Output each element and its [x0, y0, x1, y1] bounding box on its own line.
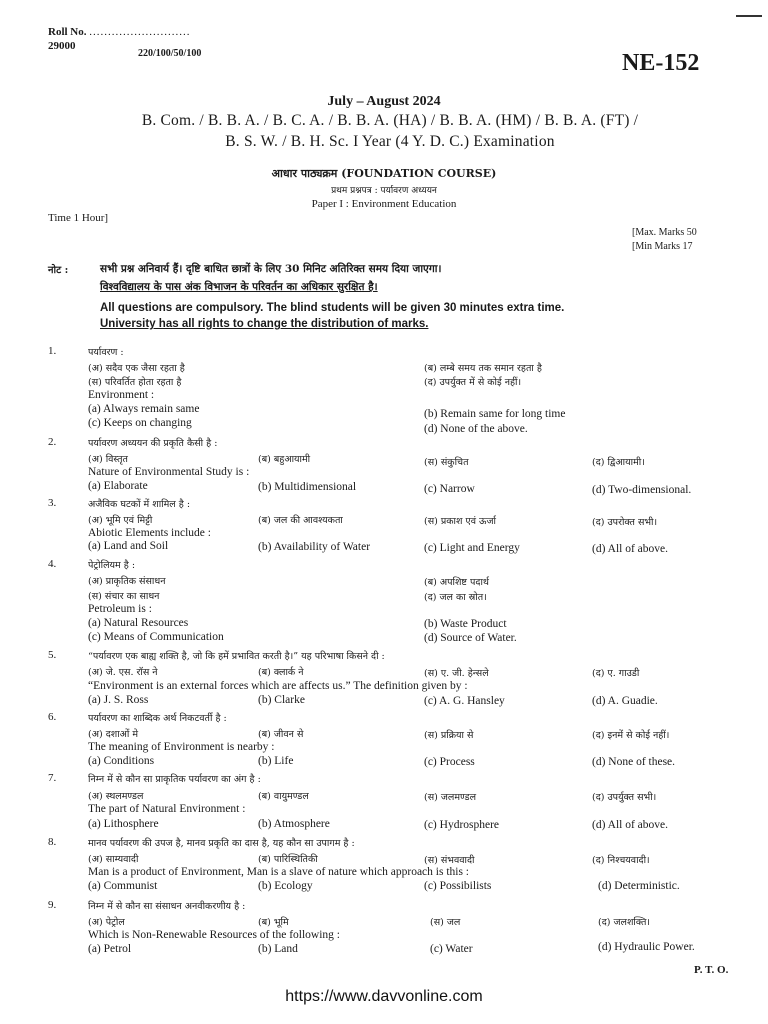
option-english: (c) Water — [430, 943, 473, 955]
question-text-hindi: निम्न में से कौन सा संसाधन अनवीकरणीय है : — [88, 901, 246, 912]
option-english: (b) Multidimensional — [258, 481, 357, 493]
option-english: (c) Keeps on changing — [88, 417, 192, 429]
question-number: 5. — [48, 649, 57, 661]
roll-number-blank: ........................... — [89, 26, 191, 38]
option-english: (c) Process — [424, 756, 475, 768]
question-text-english: The part of Natural Environment : — [88, 803, 246, 815]
option-hindi: (ब) जीवन से — [258, 729, 304, 740]
option-hindi: (अ) भूमि एवं मिट्टी — [88, 515, 153, 526]
question-text-hindi: मानव पर्यावरण की उपज है, मानव प्रकृति का दास है, यह कौन सा उपागम है : — [88, 838, 355, 849]
option-hindi: (स) संचार का साधन — [88, 591, 160, 602]
paper-title-english: Paper I : Environment Education — [311, 198, 457, 210]
option-hindi: (ब) लम्बे समय तक समान रहता है — [424, 363, 542, 374]
time-allowed: Time 1 Hour] — [48, 212, 109, 224]
option-hindi: (अ) दशाओं मे — [88, 729, 139, 740]
min-marks: [Min Marks 17 — [632, 241, 693, 252]
option-english: (c) A. G. Hansley — [424, 695, 505, 707]
note-english-line-2: University has all rights to change the distribution of marks. — [100, 318, 429, 330]
option-hindi: (द) जल का स्रोत। — [424, 592, 487, 603]
paper-title-hindi: प्रथम प्रश्नपत्र : पर्यावरण अध्ययन — [331, 186, 437, 196]
option-english: (b) Land — [258, 943, 298, 955]
note-hindi-line-2: विश्वविद्यालय के पास अंक विभाजन के परिवर्तन का अधिकार सुरक्षित है। — [100, 281, 378, 293]
question-number: 4. — [48, 558, 57, 570]
option-hindi: (स) जलमण्डल — [424, 792, 477, 803]
note-english-line-1: All questions are compulsory. The blind students will be given 30 minutes extra time. — [100, 302, 565, 314]
question-text-hindi: पर्यावरण का शाब्दिक अर्थ निकटवर्ती है : — [88, 713, 227, 724]
option-english: (c) Hydrosphere — [424, 819, 500, 831]
note-label: नोट : — [48, 265, 69, 276]
option-english: (d) None of these. — [592, 756, 676, 768]
question-text-english: Environment : — [88, 389, 155, 401]
option-hindi: (ब) जल की आवश्यकता — [258, 515, 343, 526]
question-text-english: Man is a product of Environment, Man is a slave of nature which approach is this : — [88, 866, 470, 878]
option-hindi: (ब) पारिस्थितिकी — [258, 854, 318, 865]
question-number: 7. — [48, 772, 57, 784]
option-english: (d) Two-dimensional. — [592, 484, 692, 496]
option-english: (a) Lithosphere — [88, 818, 159, 830]
option-english: (b) Clarke — [258, 694, 305, 706]
option-hindi: (अ) साम्यवादी — [88, 854, 139, 865]
option-hindi: (अ) प्राकृतिक संसाधन — [88, 576, 166, 587]
option-english: (b) Waste Product — [424, 618, 507, 630]
corner-mark — [736, 15, 762, 17]
option-english: (b) Ecology — [258, 880, 313, 892]
exam-session: July – August 2024 — [327, 94, 441, 109]
option-english: (a) Communist — [88, 880, 158, 892]
exam-courses-line-1: B. Com. / B. B. A. / B. C. A. / B. B. A. (HA) / B. B. A. (HM) / B. B. A. (FT) / — [141, 112, 639, 129]
roll-number-label: Roll No. ........................... — [48, 26, 191, 38]
option-english: (d) None of the above. — [424, 423, 528, 435]
question-text-hindi: “पर्यावरण एक बाह्य शक्ति है, जो कि हमें प्रभावित करती है।” यह परिभाषा किसने दी : — [88, 651, 385, 662]
option-hindi: (द) द्विआयामी। — [592, 457, 645, 468]
option-hindi: (अ) पेट्रोल — [88, 917, 125, 928]
option-hindi: (अ) विस्तृत — [88, 454, 128, 465]
question-text-english: Which is Non-Renewable Resources of the following : — [88, 929, 340, 941]
option-english: (a) Natural Resources — [88, 617, 189, 629]
option-english: (a) J. S. Ross — [88, 694, 149, 706]
option-hindi: (द) उपर्युक्त सभी। — [592, 792, 657, 803]
option-english: (b) Life — [258, 755, 294, 767]
option-english: (d) All of above. — [592, 819, 669, 831]
option-english: (d) Deterministic. — [598, 880, 680, 892]
exam-courses-line-2: B. S. W. / B. H. Sc. I Year (4 Y. D. C.) Examination — [225, 133, 555, 150]
option-english: (d) Hydraulic Power. — [598, 941, 695, 953]
option-hindi: (ब) क्लार्क ने — [258, 667, 304, 678]
option-hindi: (अ) स्थलमण्डल — [88, 791, 144, 802]
option-hindi: (अ) जे. एस. रॉस ने — [88, 667, 158, 678]
question-text-english: Petroleum is : — [88, 603, 152, 615]
option-hindi: (स) प्रक्रिया से — [424, 730, 474, 741]
option-hindi: (ब) भूमि — [258, 917, 289, 928]
question-number: 9. — [48, 899, 57, 911]
option-hindi: (स) संभववादी — [424, 855, 475, 866]
option-english: (c) Means of Communication — [88, 631, 224, 643]
option-hindi: (द) उपरोक्त सभी। — [592, 517, 658, 528]
option-english: (d) A. Guadie. — [592, 695, 658, 707]
question-text-hindi: निम्न में से कौन सा प्राकृतिक पर्यावरण का अंग है : — [88, 774, 261, 785]
option-hindi: (द) ए. गाउडी — [592, 668, 640, 679]
option-hindi: (द) जलशक्ति। — [598, 917, 650, 928]
option-english: (c) Light and Energy — [424, 542, 520, 554]
option-english: (a) Petrol — [88, 943, 132, 955]
option-english: (a) Conditions — [88, 755, 155, 767]
note-hindi-line-1: सभी प्रश्न अनिवार्य हैं। दृष्टि बाधित छात्रों के लिए 30 मिनिट अतिरिक्त समय दिया जाएगा। — [100, 263, 442, 275]
option-hindi: (ब) अपशिष्ट पदार्थ — [424, 577, 489, 588]
max-marks: [Max. Marks 50 — [632, 227, 697, 238]
question-number: 8. — [48, 836, 57, 848]
option-english: (d) Source of Water. — [424, 632, 517, 644]
option-english: (d) All of above. — [592, 543, 669, 555]
roll-number-code: 29000 — [48, 40, 76, 52]
course-title: आधार पाठ्यक्रम (FOUNDATION COURSE) — [271, 167, 497, 180]
question-text-hindi: अजैविक घटकों में शामिल है : — [88, 499, 191, 510]
question-text-hindi: पेट्रोलियम है : — [88, 560, 136, 571]
option-hindi: (स) जल — [430, 917, 461, 928]
option-hindi: (स) प्रकाश एवं ऊर्जा — [424, 516, 497, 527]
question-text-hindi: पर्यावरण अध्ययन की प्रकृति कैसी है : — [88, 438, 218, 449]
option-hindi: (ब) बहुआयामी — [258, 454, 311, 465]
question-number: 6. — [48, 711, 57, 723]
option-english: (a) Elaborate — [88, 480, 148, 492]
option-english: (b) Atmosphere — [258, 818, 330, 830]
option-hindi: (द) इनमें से कोई नहीं। — [592, 730, 670, 741]
question-text-english: The meaning of Environment is nearby : — [88, 741, 275, 753]
question-text-english: “Environment is an external forces which are affects us.” The definition given by : — [88, 680, 468, 692]
option-english: (a) Land and Soil — [88, 540, 169, 552]
question-number: 1. — [48, 345, 57, 357]
option-english: (c) Narrow — [424, 483, 475, 495]
question-text-hindi: पर्यावरण : — [88, 347, 124, 358]
option-english: (b) Availability of Water — [258, 541, 371, 553]
option-hindi: (अ) सदैव एक जैसा रहता है — [88, 363, 185, 374]
roll-number-subcode: 220/100/50/100 — [138, 48, 202, 59]
question-text-english: Abiotic Elements include : — [88, 527, 211, 539]
option-hindi: (ब) वायुमण्डल — [258, 791, 309, 802]
option-english: (b) Remain same for long time — [424, 408, 566, 420]
question-number: 3. — [48, 497, 57, 509]
option-hindi: (द) उपर्युक्त में से कोई नहीं। — [424, 377, 522, 388]
option-hindi: (स) परिवर्तित होता रहता है — [88, 377, 182, 388]
option-hindi: (द) निश्चयवादी। — [592, 855, 650, 866]
option-english: (c) Possibilists — [424, 880, 492, 892]
question-text-english: Nature of Environmental Study is : — [88, 466, 250, 478]
question-number: 2. — [48, 436, 57, 448]
footer-url: https://www.davvonline.com — [285, 988, 483, 1005]
option-hindi: (स) ए. जी. हेन्सले — [424, 668, 489, 679]
please-turn-over: P. T. O. — [694, 964, 729, 976]
option-hindi: (स) संकुचित — [424, 457, 469, 468]
paper-code: NE-152 — [622, 50, 700, 76]
option-english: (a) Always remain same — [88, 403, 200, 415]
